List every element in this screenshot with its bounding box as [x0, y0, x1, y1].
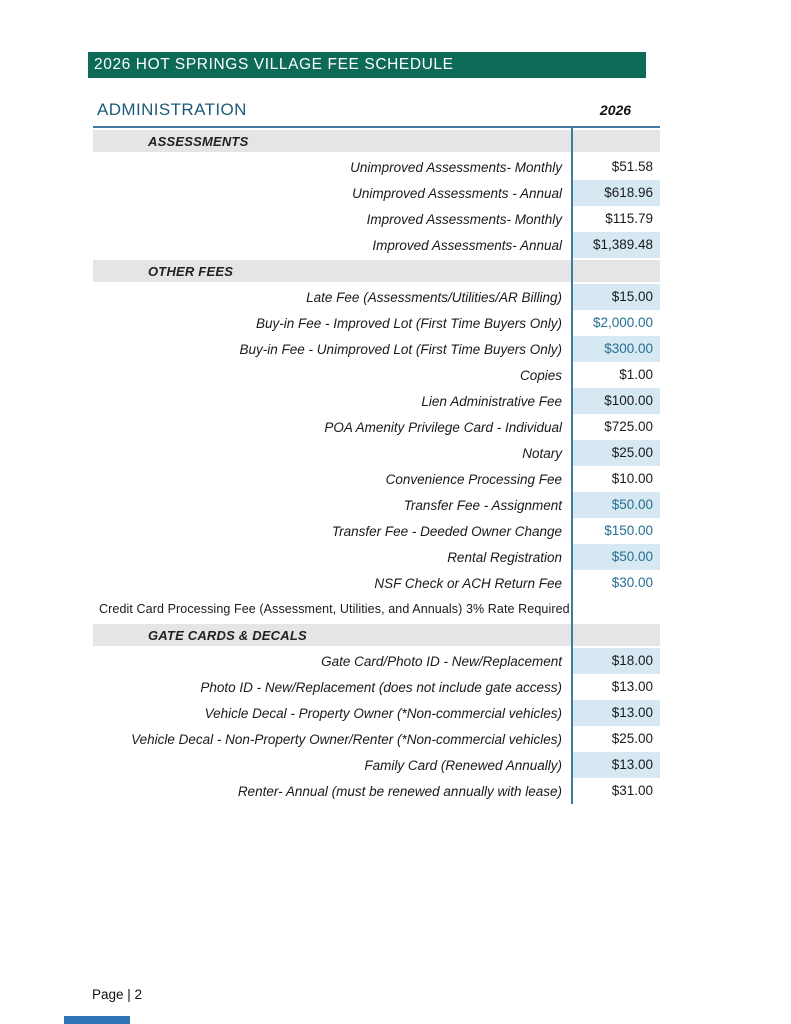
fee-label: Vehicle Decal - Property Owner (*Non-commercial vehicles) — [204, 705, 562, 721]
fee-label: Transfer Fee - Deeded Owner Change — [331, 523, 562, 539]
fee-label: Late Fee (Assessments/Utilities/AR Billing) — [306, 289, 562, 305]
fee-row — [93, 232, 660, 258]
document-title-bar — [88, 52, 646, 78]
fee-label: Buy-in Fee - Improved Lot (First Time Buyers Only) — [256, 315, 562, 331]
fee-value: $18.00 — [573, 648, 660, 674]
fee-value: $1.00 — [619, 367, 653, 382]
fee-value: $300.00 — [573, 336, 660, 362]
fee-value: $618.96 — [573, 180, 660, 206]
section-header-band — [93, 130, 660, 152]
fee-row — [93, 492, 660, 518]
fee-row — [93, 440, 660, 466]
document-title: 2026 HOT SPRINGS VILLAGE FEE SCHEDULE — [94, 56, 454, 73]
fee-label: NSF Check or ACH Return Fee — [374, 575, 562, 591]
fee-row — [93, 648, 660, 674]
fee-row — [93, 310, 660, 336]
section-header-label: ASSESSMENTS — [148, 133, 249, 149]
fee-value — [573, 596, 660, 622]
fee-value: $150.00 — [604, 523, 653, 538]
section-header-band — [93, 260, 660, 282]
section-header-row — [93, 258, 660, 284]
fee-label: Credit Card Processing Fee (Assessment, Utilities, and Annuals) 3% Rate Required — [99, 602, 570, 616]
fee-label: Rental Registration — [447, 549, 562, 565]
fee-row — [93, 388, 660, 414]
fee-row — [93, 206, 660, 232]
fee-row — [93, 778, 660, 804]
fee-label: Unimproved Assessments- Monthly — [350, 159, 562, 175]
fee-label: Transfer Fee - Assignment — [403, 497, 562, 513]
fee-row — [93, 752, 660, 778]
fee-value: $25.00 — [573, 440, 660, 466]
section-header-label: OTHER FEES — [148, 263, 234, 279]
fee-row — [93, 726, 660, 752]
fee-row — [93, 414, 660, 440]
fee-value: $725.00 — [604, 419, 653, 434]
fee-label: Unimproved Assessments - Annual — [352, 185, 562, 201]
fee-row — [93, 466, 660, 492]
fee-label: Improved Assessments- Monthly — [366, 211, 562, 227]
fee-label: Photo ID - New/Replacement (does not include gate access) — [200, 679, 562, 695]
fee-label: Lien Administrative Fee — [421, 393, 562, 409]
section-header-band — [93, 624, 660, 646]
fee-value: $30.00 — [611, 575, 653, 590]
fee-row — [93, 674, 660, 700]
fee-row — [93, 180, 660, 206]
fee-value: $13.00 — [573, 752, 660, 778]
fee-value: $100.00 — [573, 388, 660, 414]
fee-label: Family Card (Renewed Annually) — [364, 757, 562, 773]
fee-label: Buy-in Fee - Unimproved Lot (First Time Buyers Only) — [239, 341, 562, 357]
section-header-row — [93, 622, 660, 648]
fee-value: $50.00 — [573, 492, 660, 518]
fee-row — [93, 570, 660, 596]
fee-value: $50.00 — [573, 544, 660, 570]
fee-row — [93, 544, 660, 570]
fee-value: $31.00 — [611, 783, 653, 798]
fee-label: POA Amenity Privilege Card - Individual — [324, 419, 562, 435]
fee-label: Convenience Processing Fee — [385, 471, 562, 487]
fee-value: $25.00 — [611, 731, 653, 746]
fee-row — [93, 700, 660, 726]
page-section-title: ADMINISTRATION — [97, 100, 247, 119]
fee-label: Gate Card/Photo ID - New/Replacement — [321, 653, 562, 669]
fee-value: $1,389.48 — [573, 232, 660, 258]
fee-row — [93, 154, 660, 180]
fee-value: $51.58 — [611, 159, 653, 174]
fee-value: $15.00 — [573, 284, 660, 310]
fee-table — [93, 126, 660, 804]
fee-value: $10.00 — [611, 471, 653, 486]
fee-label: Improved Assessments- Annual — [372, 237, 562, 253]
fee-row — [93, 362, 660, 388]
page-number: Page | 2 — [92, 987, 143, 1002]
fee-value: $115.79 — [605, 211, 653, 226]
fee-row — [93, 284, 660, 310]
fee-value: $13.00 — [573, 700, 660, 726]
fee-table-rows — [93, 128, 660, 804]
fee-label: Copies — [519, 367, 562, 383]
fee-value: $13.00 — [611, 679, 653, 694]
fee-label: Vehicle Decal - Non-Property Owner/Renter (*Non-commercial vehicles) — [131, 731, 562, 747]
page-bottom-accent-bar — [64, 1016, 130, 1024]
fee-value: $2,000.00 — [592, 315, 653, 330]
section-header-label: GATE CARDS & DECALS — [148, 627, 307, 643]
fee-row — [93, 336, 660, 362]
fee-label: Notary — [522, 445, 562, 461]
fee-row — [93, 518, 660, 544]
fee-row — [93, 596, 660, 622]
year-column-header: 2026 — [599, 102, 632, 118]
section-header-row — [93, 128, 660, 154]
fee-label: Renter- Annual (must be renewed annually with lease) — [237, 783, 562, 799]
